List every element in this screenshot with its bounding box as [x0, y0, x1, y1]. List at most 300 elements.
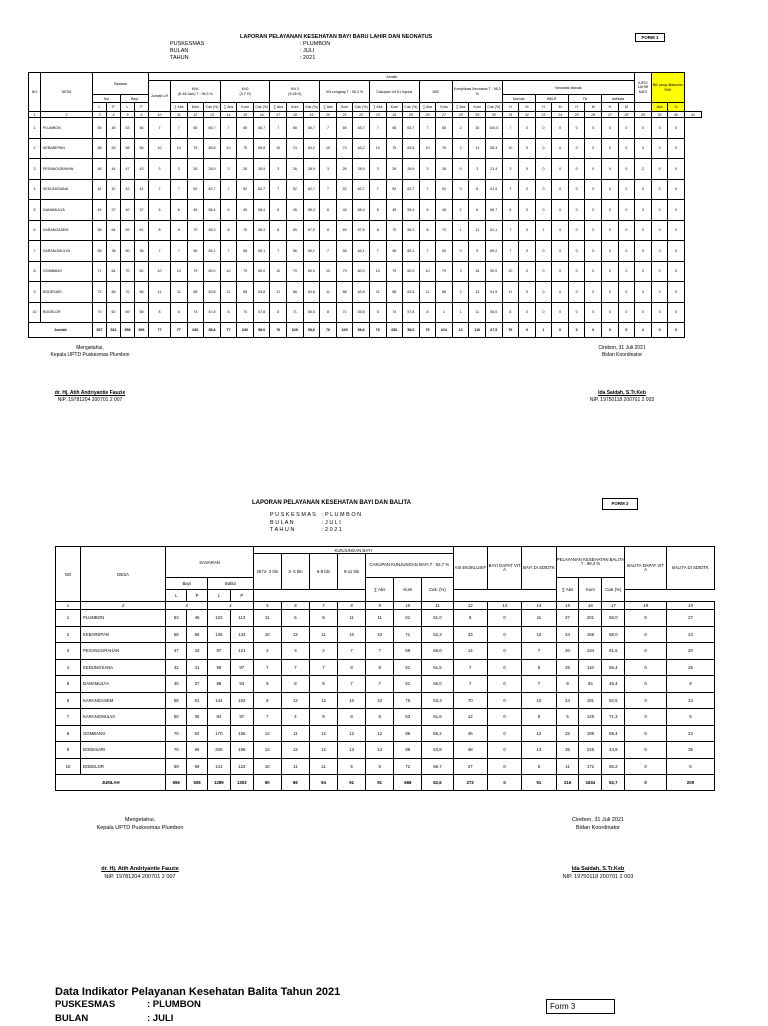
data-cell: 8	[338, 709, 366, 726]
data-cell: 0	[625, 692, 667, 709]
total-cell: 2	[635, 323, 652, 338]
col-header: Jumlah LH	[149, 81, 171, 112]
total-cell: 522	[107, 323, 121, 338]
data-cell: 0	[625, 610, 667, 627]
row-no: 3	[29, 159, 41, 180]
row-desa: KARANGASEM	[41, 220, 93, 241]
data-cell: 70	[166, 742, 187, 759]
data-cell: 75	[436, 138, 453, 159]
data-cell: 61,1	[486, 220, 503, 241]
col-number: 3	[166, 602, 208, 610]
data-cell: 0	[625, 742, 667, 759]
row-no: 4	[29, 179, 41, 200]
data-cell: 88	[207, 676, 230, 693]
data-cell: 46,4	[602, 676, 625, 693]
table-row	[29, 261, 702, 282]
data-cell: 0	[625, 676, 667, 693]
col-header: ∑ Abs	[366, 578, 394, 602]
data-cell: 59,4	[602, 725, 625, 742]
data-cell: 0	[651, 220, 668, 241]
table-row	[56, 676, 715, 693]
meta-value: : PLUMBON	[147, 999, 201, 1010]
data-cell: 0	[618, 118, 635, 139]
row-no: 7	[56, 709, 81, 726]
data-cell: 0	[535, 159, 552, 180]
data-cell: 5	[556, 709, 579, 726]
data-cell: 0	[668, 241, 685, 262]
col-number: 32	[519, 112, 536, 118]
total-cell: 558	[121, 323, 135, 338]
data-cell: 8	[270, 220, 287, 241]
data-cell: 61,6	[422, 709, 453, 726]
data-cell: 65,1	[353, 241, 370, 262]
data-cell: 88	[386, 282, 403, 303]
col-number: 19	[666, 602, 714, 610]
data-cell: 52	[287, 179, 304, 200]
total-cell: 0	[519, 323, 536, 338]
col-header: H	[535, 103, 552, 112]
data-cell: 6	[369, 200, 386, 221]
data-cell: 69	[166, 758, 187, 775]
data-cell: 65,7	[303, 118, 320, 139]
data-cell: 0	[585, 159, 602, 180]
data-cell: 59	[107, 138, 121, 159]
data-cell: 56	[336, 241, 353, 262]
table-row	[56, 692, 715, 709]
data-cell: 45	[336, 200, 353, 221]
table-row	[56, 775, 715, 791]
data-cell: 0	[552, 138, 569, 159]
data-cell: 0	[568, 302, 585, 323]
data-cell: 0	[487, 643, 521, 660]
col-header: SASARAN	[166, 547, 253, 578]
data-cell: 65,1	[253, 241, 270, 262]
col-header: P	[107, 103, 121, 112]
row-no: 6	[56, 692, 81, 709]
data-cell: 8	[502, 302, 519, 323]
data-cell: 0	[668, 159, 685, 180]
form2-meta	[270, 512, 470, 535]
data-cell: 3	[452, 261, 469, 282]
data-cell: 7	[502, 118, 519, 139]
data-cell: 7	[281, 659, 309, 676]
total-cell: 0	[618, 323, 635, 338]
row-no: 3	[56, 643, 81, 660]
data-cell: 7	[338, 643, 366, 660]
total-cell: 76	[320, 323, 337, 338]
data-cell: 79	[386, 261, 403, 282]
data-cell: 56	[386, 241, 403, 262]
data-cell: 7	[338, 676, 366, 693]
form2-sign-right	[538, 817, 658, 832]
data-cell: 53	[394, 709, 422, 726]
data-cell: 11	[502, 282, 519, 303]
header-label: KN2	[241, 87, 249, 91]
data-cell: 0	[651, 282, 668, 303]
data-cell: 8	[522, 659, 556, 676]
data-cell: 0	[651, 241, 668, 262]
header-sub: (6-48 Jam) T : 98,3 %	[178, 91, 213, 96]
data-cell: 209	[207, 742, 230, 759]
data-cell: 9	[309, 709, 337, 726]
data-cell: 8	[281, 676, 309, 693]
data-cell: 45	[237, 200, 254, 221]
data-cell: 3	[502, 159, 519, 180]
meta-label: PUSKESMAS	[55, 999, 116, 1010]
data-cell: 11	[281, 758, 309, 775]
col-number: 8	[338, 602, 366, 610]
table-row	[29, 159, 702, 180]
data-cell: 12	[522, 725, 556, 742]
row-desa: KARANGASEM	[80, 692, 165, 709]
data-cell: 65,2	[422, 725, 453, 742]
total-cell: 0	[651, 323, 668, 338]
data-cell: 12	[281, 692, 309, 709]
total-cell: 625	[336, 323, 353, 338]
data-cell: 52	[237, 179, 254, 200]
total-cell: 506	[135, 323, 149, 338]
data-cell: 8	[469, 179, 486, 200]
col-header: IMD	[419, 81, 452, 103]
data-cell: 0	[585, 179, 602, 200]
table-row	[29, 179, 702, 200]
table-row	[56, 709, 715, 726]
total-cell: 0	[487, 775, 521, 791]
data-cell: 51	[394, 676, 422, 693]
data-cell: 0	[568, 282, 585, 303]
col-header: BALITA DI SDIDTK	[666, 547, 714, 590]
col-header: BBLR	[535, 95, 568, 103]
col-header: Asfiksia	[602, 95, 635, 103]
col-header: ∑ Abs	[220, 103, 237, 112]
row-no: 5	[56, 676, 81, 693]
data-cell: 70	[93, 302, 107, 323]
data-cell: 58,4	[303, 200, 320, 221]
col-number: 26	[585, 112, 602, 118]
data-cell: 0	[568, 159, 585, 180]
data-cell: 20	[666, 643, 714, 660]
data-cell: 7	[220, 118, 237, 139]
data-cell: 0	[535, 118, 552, 139]
total-cell: 1634	[579, 775, 602, 791]
data-cell: 37	[107, 200, 121, 221]
col-number: 23	[369, 112, 386, 118]
data-cell: 0	[552, 302, 569, 323]
data-cell: 5	[366, 758, 394, 775]
data-cell: 58,4	[353, 200, 370, 221]
total-cell: 77	[171, 323, 188, 338]
data-cell: 8	[220, 220, 237, 241]
header-sub: (8-28 H)	[288, 91, 302, 96]
data-cell: 60,0	[353, 261, 370, 282]
col-header: ∑ Abs	[419, 103, 436, 112]
data-cell: 32	[556, 725, 579, 742]
col-header: Kum	[386, 103, 403, 112]
data-cell: 65,1	[204, 241, 221, 262]
col-number: 18	[625, 602, 667, 610]
data-cell: 0	[625, 659, 667, 676]
data-cell: 5	[338, 758, 366, 775]
col-header: P	[230, 590, 253, 602]
data-cell: 2	[452, 200, 469, 221]
data-cell: 62,3	[422, 626, 453, 643]
total-cell: 77	[220, 323, 237, 338]
data-cell: 0	[668, 220, 685, 241]
data-cell: 11	[338, 610, 366, 627]
row-no: 6	[29, 220, 41, 241]
data-cell: 7	[366, 643, 394, 660]
header-sub: (3-7 H)	[239, 91, 251, 96]
col-number: 28	[452, 112, 469, 118]
col-header: Normal	[502, 95, 535, 103]
data-cell: 10	[149, 261, 171, 282]
data-cell: 6	[502, 200, 519, 221]
data-cell: 0	[585, 118, 602, 139]
data-cell: 47	[121, 159, 135, 180]
data-cell: 36	[187, 709, 208, 726]
col-number: 20	[320, 112, 337, 118]
data-cell: 0	[535, 261, 552, 282]
data-cell: 0	[487, 709, 521, 726]
data-cell: 88	[287, 282, 304, 303]
data-cell: 65,1	[303, 241, 320, 262]
data-cell: 56	[187, 626, 208, 643]
meta-value: : JULI	[300, 48, 315, 54]
data-cell: 61	[187, 692, 208, 709]
data-cell: 63,8	[403, 282, 420, 303]
data-cell: 2	[635, 159, 652, 180]
data-cell: 8	[320, 302, 337, 323]
data-cell: 0	[602, 138, 619, 159]
data-cell: 44	[107, 159, 121, 180]
row-no: 10	[56, 758, 81, 775]
data-cell: 100,0	[486, 118, 503, 139]
col-header: M	[618, 103, 635, 112]
data-cell: 9	[666, 676, 714, 693]
data-cell: 12	[453, 709, 487, 726]
data-cell: 42	[166, 659, 187, 676]
data-cell: 11	[171, 282, 188, 303]
data-cell: 53	[121, 118, 135, 139]
col-number: 5	[121, 112, 135, 118]
form1-sign-right-name	[562, 390, 682, 403]
data-cell: 53	[166, 610, 187, 627]
col-number: 2	[41, 112, 93, 118]
header-label: KN 3	[290, 87, 299, 91]
data-cell: 8	[149, 220, 171, 241]
table-row	[56, 659, 715, 676]
col-header: 29 hr- 2 bln	[253, 554, 281, 590]
data-cell: 0	[668, 261, 685, 282]
col-header: ASI EKSKLUSIF	[453, 547, 487, 590]
col-number: 22	[353, 112, 370, 118]
data-cell: 0	[552, 159, 569, 180]
data-cell: 6	[281, 610, 309, 627]
data-cell: 0	[519, 282, 536, 303]
data-cell: 10	[338, 692, 366, 709]
data-cell: 58,0	[602, 626, 625, 643]
data-cell: 46	[187, 610, 208, 627]
data-cell: 9	[556, 676, 579, 693]
data-cell: 7	[369, 179, 386, 200]
data-cell: 65,8	[403, 138, 420, 159]
data-cell: 75	[237, 138, 254, 159]
data-cell: 10	[369, 138, 386, 159]
row-no: 9	[29, 282, 41, 303]
data-cell: 79	[187, 261, 204, 282]
data-cell: 26	[386, 159, 403, 180]
row-no: 8	[56, 725, 81, 742]
data-cell: 63,8	[253, 282, 270, 303]
data-cell: 65,7	[204, 118, 221, 139]
total-cell: 630	[386, 323, 403, 338]
col-header	[270, 81, 320, 103]
data-cell: 70	[166, 725, 187, 742]
data-cell: 63,8	[353, 282, 370, 303]
form1-table	[28, 72, 702, 338]
data-cell: 8	[253, 692, 281, 709]
data-cell: 27	[556, 610, 579, 627]
data-cell: 3	[281, 643, 309, 660]
data-cell: 3	[320, 159, 337, 180]
data-cell: 3	[419, 159, 436, 180]
data-cell: 2	[452, 118, 469, 139]
data-cell: 65	[436, 118, 453, 139]
data-cell: 0	[585, 220, 602, 241]
total-cell: 58,8	[204, 323, 221, 338]
col-number: 19	[303, 112, 320, 118]
data-cell: 33	[453, 626, 487, 643]
col-header: Sasaran	[93, 73, 149, 95]
data-cell: 86	[394, 725, 422, 742]
col-number: 10	[394, 602, 422, 610]
data-cell: 0	[635, 200, 652, 221]
data-cell: 0	[519, 138, 536, 159]
data-cell: 5	[666, 709, 714, 726]
data-cell: 0	[487, 659, 521, 676]
data-cell: 57,5	[353, 220, 370, 241]
data-cell: 0	[487, 676, 521, 693]
data-cell: 245	[579, 742, 602, 759]
total-cell: 209	[666, 775, 714, 791]
col-header: %	[668, 103, 685, 112]
col-number: 29	[469, 112, 486, 118]
data-cell: 0	[519, 159, 536, 180]
total-cell: 1	[535, 323, 552, 338]
data-cell: 36	[135, 241, 149, 262]
sign-text: Bidan Koordinator	[575, 824, 621, 831]
data-cell: 64	[107, 261, 121, 282]
data-cell: 7	[171, 118, 188, 139]
data-cell: 61,5	[422, 659, 453, 676]
data-cell: 0	[618, 302, 635, 323]
data-cell: 0	[568, 179, 585, 200]
data-cell: 88	[336, 282, 353, 303]
col-number: 2	[80, 602, 165, 610]
data-cell: 0	[651, 138, 668, 159]
meta-label: PUSKESMAS	[170, 41, 205, 47]
data-cell: 98	[207, 659, 230, 676]
data-cell: 74	[287, 138, 304, 159]
meta-value: : J U L I	[322, 519, 341, 526]
col-header: Bayi	[166, 578, 208, 590]
data-cell: 97	[230, 709, 253, 726]
total-cell: 0	[602, 323, 619, 338]
form3-label: Form 3	[546, 999, 615, 1014]
data-cell: 11	[320, 282, 337, 303]
data-cell: 55,5	[353, 302, 370, 323]
col-number: 41	[684, 112, 701, 118]
data-cell: 59	[121, 220, 135, 241]
data-cell: 10	[270, 138, 287, 159]
data-cell: 58	[93, 241, 107, 262]
col-number: 23	[535, 112, 552, 118]
data-cell: 0	[535, 302, 552, 323]
data-cell: 3	[270, 159, 287, 180]
col-header: Bbl yang dilakukan SHK	[651, 73, 684, 103]
row-desa: KARANGMULYA	[41, 241, 93, 262]
data-cell: 7	[366, 676, 394, 693]
data-cell: 6	[220, 200, 237, 221]
data-cell: 26	[187, 159, 204, 180]
data-cell: 7	[220, 179, 237, 200]
data-cell: 0	[618, 200, 635, 221]
data-cell: 68	[107, 282, 121, 303]
row-desa: KEBAREPAN	[80, 626, 165, 643]
col-header: NO	[29, 73, 41, 112]
row-desa: KARANGMULYA	[80, 709, 165, 726]
data-cell: 62	[187, 725, 208, 742]
data-cell: 11	[369, 282, 386, 303]
data-cell: 70	[386, 220, 403, 241]
data-cell: 0	[651, 261, 668, 282]
sign-text: Mengetahui,	[76, 345, 104, 351]
data-cell: 69	[336, 220, 353, 241]
col-number: 11	[171, 112, 188, 118]
form2-label: FORM 2	[602, 498, 638, 510]
data-cell: 1	[436, 302, 453, 323]
row-no: 8	[29, 261, 41, 282]
row-desa: KEDUNGSANA	[41, 179, 93, 200]
data-cell: 10	[220, 261, 237, 282]
data-cell: 88	[394, 742, 422, 759]
data-cell: 24	[556, 626, 579, 643]
form2-sign-left	[80, 817, 200, 832]
total-cell: 62,7	[602, 775, 625, 791]
data-cell: 10	[171, 138, 188, 159]
data-cell: 41	[135, 179, 149, 200]
col-number: 14	[220, 112, 237, 118]
data-cell: 11	[309, 626, 337, 643]
data-cell: 74	[336, 138, 353, 159]
data-cell: 0	[487, 626, 521, 643]
col-number: 7	[309, 602, 337, 610]
table-row	[29, 118, 702, 139]
data-cell: 37	[187, 676, 208, 693]
total-cell: 0	[625, 775, 667, 791]
data-cell: 13	[338, 742, 366, 759]
meta-value: : JULI	[147, 1013, 174, 1024]
data-cell: 58,3	[403, 220, 420, 241]
data-cell: 97	[230, 659, 253, 676]
meta-value: : 2 0 2 1	[322, 527, 342, 533]
data-cell: 13	[366, 742, 394, 759]
data-cell: 7	[171, 241, 188, 262]
data-cell: 65	[237, 118, 254, 139]
data-cell: 70	[453, 692, 487, 709]
data-cell: 15	[469, 118, 486, 139]
col-header: Neonatal dilacak	[502, 81, 635, 95]
